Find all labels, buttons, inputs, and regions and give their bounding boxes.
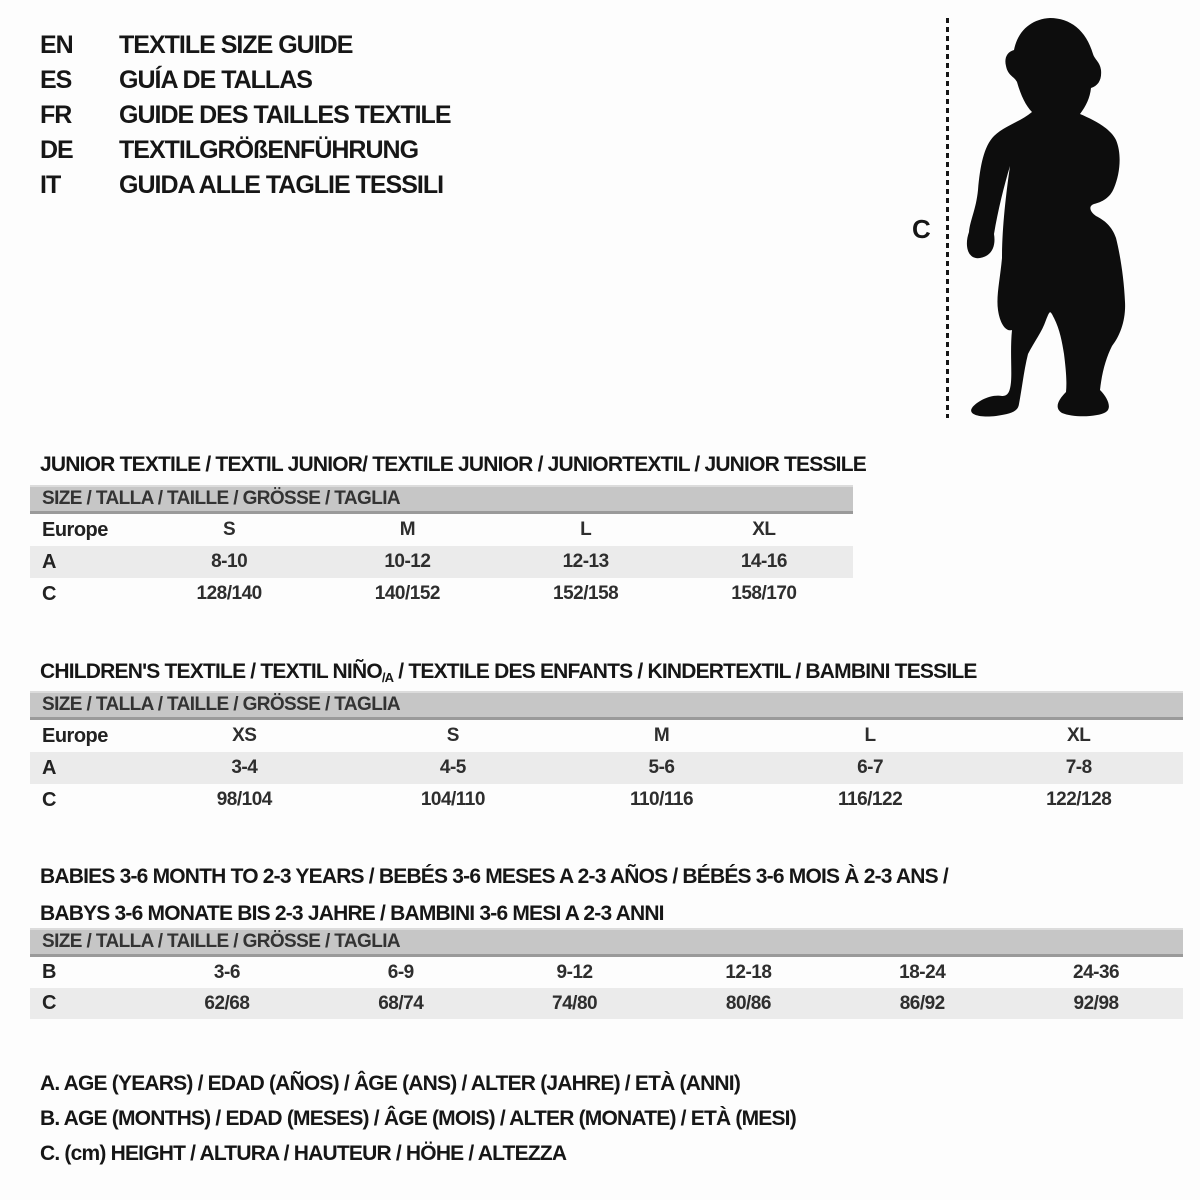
age-cell: 8-10 xyxy=(211,551,248,572)
row-label: Europe xyxy=(42,518,108,541)
language-code: IT xyxy=(40,171,61,199)
age-cell: 10-12 xyxy=(384,551,431,572)
children-title-prefix: CHILDREN'S TEXTILE / TEXTIL NIÑO xyxy=(40,660,382,684)
height-cell: 62/68 xyxy=(204,992,250,1014)
babies-section-title xyxy=(40,858,948,932)
size-cell: L xyxy=(864,725,876,746)
height-cell: 80/86 xyxy=(725,992,771,1014)
age-cell: 7-8 xyxy=(1065,757,1092,778)
toddler-silhouette-icon xyxy=(962,14,1142,418)
guide-title: GUIDA ALLE TAGLIE TESSILI xyxy=(119,171,444,199)
language-code: DE xyxy=(40,136,73,164)
height-cell: 104/110 xyxy=(420,789,485,810)
row-label: Europe xyxy=(42,724,108,747)
babies-title-line2: BABYS 3-6 MONATE BIS 2-3 JAHRE / BAMBINI 3-6 MESI A 2-3 ANNI xyxy=(40,902,664,926)
language-row xyxy=(40,63,451,98)
guide-title: TEXTILGRÖßENFÜHRUNG xyxy=(119,136,419,164)
table-row xyxy=(30,957,1183,988)
height-cell: 92/98 xyxy=(1073,992,1119,1014)
height-cell: 110/116 xyxy=(629,789,694,810)
height-cell: 158/170 xyxy=(731,583,797,604)
size-cell: L xyxy=(580,519,592,540)
table-row xyxy=(30,988,1183,1019)
babies-size-table xyxy=(30,928,1183,1019)
size-cell: M xyxy=(399,519,416,540)
table-row xyxy=(30,752,1183,784)
height-cell: 122/128 xyxy=(1046,789,1112,810)
height-cell: 116/122 xyxy=(838,789,903,810)
size-cell: XL xyxy=(1067,725,1091,746)
size-cell: S xyxy=(446,725,459,746)
age-cell: 4-5 xyxy=(439,757,466,778)
children-section-title xyxy=(40,660,977,685)
age-cell: 6-9 xyxy=(387,961,414,983)
age-cell: 5-6 xyxy=(648,757,675,778)
language-code: EN xyxy=(40,31,73,59)
legend-line-a: A. AGE (YEARS) / EDAD (AÑOS) / ÂGE (ANS) / ALTER (JAHRE) / ETÀ (ANNI) xyxy=(40,1072,741,1095)
age-cell: 6-7 xyxy=(857,757,884,778)
row-label: A xyxy=(42,756,56,779)
guide-title: GUÍA DE TALLAS xyxy=(119,66,312,94)
children-size-table xyxy=(30,691,1183,816)
age-cell: 24-36 xyxy=(1073,961,1120,983)
junior-section-title: JUNIOR TEXTILE / TEXTIL JUNIOR/ TEXTILE JUNIOR / JUNIORTEXTIL / JUNIOR TESSILE xyxy=(40,453,866,477)
row-label: B xyxy=(42,961,56,983)
language-row xyxy=(40,28,451,63)
age-cell: 9-12 xyxy=(556,961,593,983)
height-cell: 98/104 xyxy=(216,789,272,810)
language-title-list xyxy=(40,28,451,203)
age-cell: 3-6 xyxy=(213,961,240,983)
age-cell: 12-18 xyxy=(725,961,772,983)
guide-title: TEXTILE SIZE GUIDE xyxy=(119,31,353,59)
row-label: C xyxy=(42,788,56,811)
language-row xyxy=(40,133,451,168)
row-label: C xyxy=(42,992,56,1014)
size-cell: XS xyxy=(232,725,257,746)
height-cell: 74/80 xyxy=(552,992,598,1014)
height-cell: 128/140 xyxy=(196,583,262,604)
age-cell: 18-24 xyxy=(899,961,946,983)
table-row xyxy=(30,720,1183,752)
table-row xyxy=(30,546,853,578)
height-measure-label: C xyxy=(912,214,931,244)
row-label: C xyxy=(42,582,56,605)
legend-line-c: C. (cm) HEIGHT / ALTURA / HAUTEUR / HÖHE / ALTEZZA xyxy=(40,1142,567,1165)
measure-legend xyxy=(40,1066,796,1171)
language-row xyxy=(40,168,451,203)
children-title-suffix: / TEXTILE DES ENFANTS / KINDERTEXTIL / BAMBINI TESSILE xyxy=(393,660,977,684)
junior-size-table xyxy=(30,485,853,610)
children-title-subscript: /A xyxy=(381,670,394,686)
height-cell: 152/158 xyxy=(553,583,619,604)
language-code: FR xyxy=(40,101,72,129)
guide-title: GUIDE DES TAILLES TEXTILE xyxy=(119,101,451,129)
size-cell: S xyxy=(223,519,236,540)
row-label: A xyxy=(42,550,56,573)
babies-title-line1: BABIES 3-6 MONTH TO 2-3 YEARS / BEBÉS 3-6 MESES A 2-3 AÑOS / BÉBÉS 3-6 MOIS À 2-3 ANS / xyxy=(40,865,948,889)
size-cell: M xyxy=(653,725,670,746)
table-row xyxy=(30,514,853,546)
language-row xyxy=(40,98,451,133)
language-code: ES xyxy=(40,66,72,94)
age-cell: 14-16 xyxy=(740,551,787,572)
size-header-bar: SIZE / TALLA / TAILLE / GRÖSSE / TAGLIA xyxy=(30,485,853,514)
size-cell: XL xyxy=(752,519,776,540)
height-cell: 140/152 xyxy=(374,583,440,604)
size-header-bar: SIZE / TALLA / TAILLE / GRÖSSE / TAGLIA xyxy=(30,928,1183,957)
table-row xyxy=(30,578,853,610)
height-cell: 68/74 xyxy=(378,992,424,1014)
age-cell: 12-13 xyxy=(562,551,609,572)
legend-line-b: B. AGE (MONTHS) / EDAD (MESES) / ÂGE (MOIS) / ALTER (MONATE) / ETÀ (MESI) xyxy=(40,1107,796,1130)
size-header-bar: SIZE / TALLA / TAILLE / GRÖSSE / TAGLIA xyxy=(30,691,1183,720)
height-measure-dashed-line xyxy=(946,18,949,418)
height-cell: 86/92 xyxy=(899,992,945,1014)
table-row xyxy=(30,784,1183,816)
age-cell: 3-4 xyxy=(231,757,258,778)
